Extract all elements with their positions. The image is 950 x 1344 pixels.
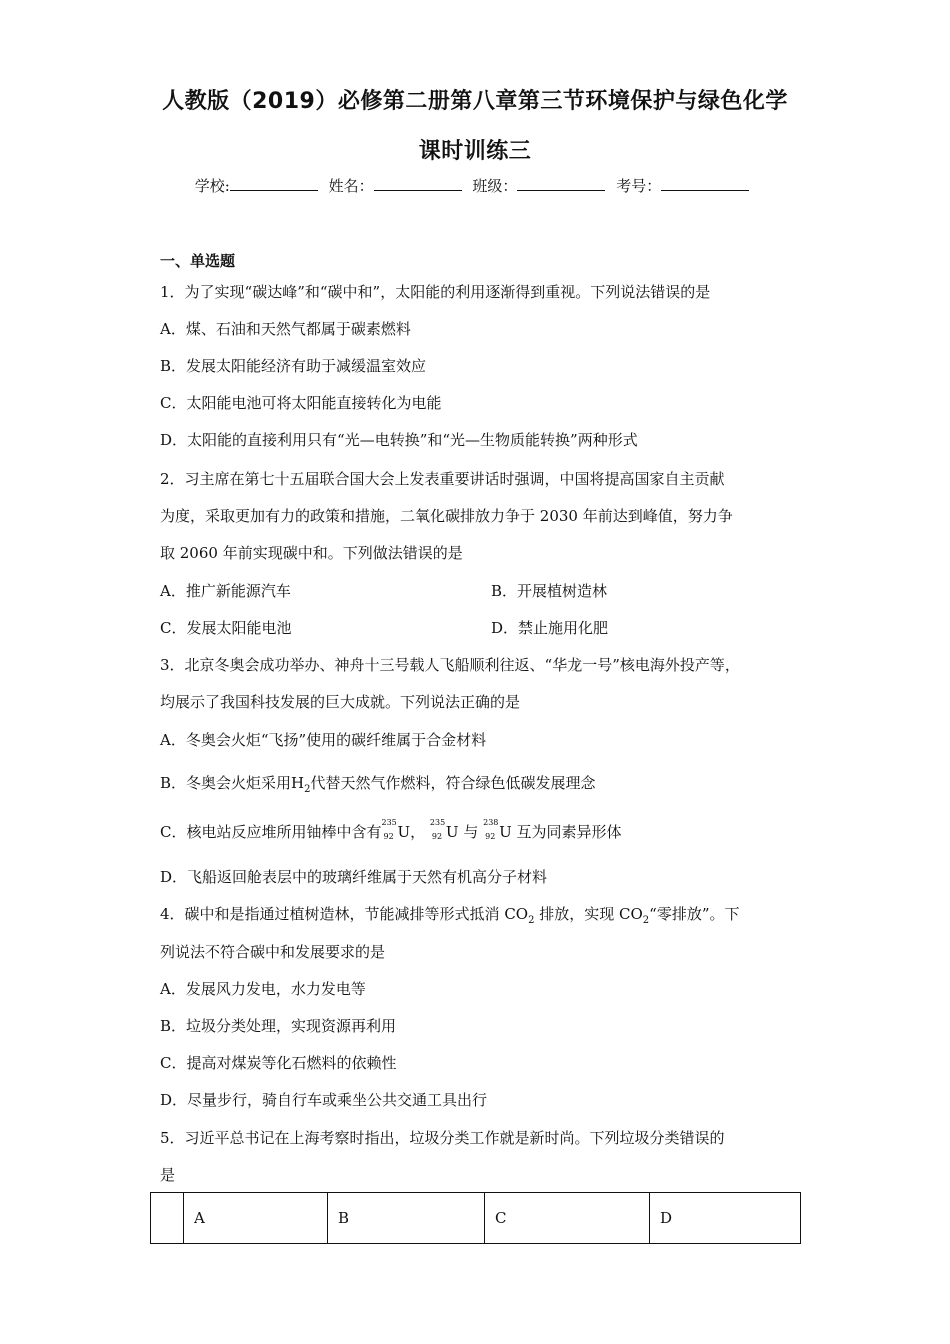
q5-options-table	[150, 1192, 801, 1244]
q4-option-a: A．发展风力发电，水力发电等	[160, 980, 366, 998]
section-heading: 一、单选题	[160, 252, 236, 270]
q2-option-d: D．禁止施用化肥	[491, 619, 609, 637]
u235-nuclide-2: 235 92	[429, 818, 446, 841]
class-blank[interactable]	[517, 176, 605, 191]
q4-option-d: D．尽量步行，骑自行车或乘坐公共交通工具出行	[160, 1091, 488, 1109]
h2-formula: $H_2$	[291, 774, 311, 795]
q2-stem-line1: 2．习主席在第七十五届联合国大会上发表重要讲话时强调，中国将提高国家自主贡献	[160, 470, 725, 488]
exam-no-blank[interactable]	[661, 176, 749, 191]
table-cell-c: C	[485, 1193, 650, 1244]
q3-option-b	[160, 772, 596, 795]
q2-option-b: B．开展植树造林	[491, 582, 608, 600]
q3-option-d: D．飞船返回舱表层中的玻璃纤维属于天然有机高分子材料	[160, 868, 548, 886]
q3-c-suffix: U 互为同素异形体	[499, 823, 622, 841]
exam-no-label: 考号：	[616, 177, 662, 195]
q4-option-b: B．垃圾分类处理，实现资源再利用	[160, 1017, 397, 1035]
document-subtitle: 课时训练三	[418, 139, 532, 164]
q5-stem-line2: 是	[160, 1166, 176, 1184]
school-blank[interactable]	[230, 176, 318, 191]
table-cell-d: D	[650, 1193, 801, 1244]
q3-b-prefix: B．冬奥会火炬采用	[160, 774, 292, 792]
q4-option-c: C．提高对煤炭等化石燃料的依赖性	[160, 1054, 397, 1072]
q2-stem-line2: 为度，采取更加有力的政策和措施，二氧化碳排放力争于 2030 年前达到峰值，努力争	[160, 507, 733, 525]
name-label: 姓名：	[328, 177, 374, 195]
table-cell-b: B	[328, 1193, 485, 1244]
q1-option-c: C．太阳能电池可将太阳能直接转化为电能	[160, 394, 442, 412]
q2-stem-line3: 取 2060 年前实现碳中和。下列做法错误的是	[160, 544, 463, 562]
class-label: 班级：	[472, 177, 518, 195]
q3-stem-line1: 3．北京冬奥会成功举办、神舟十三号载人飞船顺利往返、“华龙一号”核电海外投产等，	[160, 656, 740, 674]
school-label: 学校:	[194, 177, 230, 195]
q4-stem-line2: 列说法不符合碳中和发展要求的是	[160, 943, 386, 961]
q3-stem-line2: 均展示了我国科技发展的巨大成就。下列说法正确的是	[160, 693, 521, 711]
q5-stem-line1: 5．习近平总书记在上海考察时指出，垃圾分类工作就是新时尚。下列垃圾分类错误的	[160, 1129, 725, 1147]
q2-option-a: A．推广新能源汽车	[160, 582, 291, 600]
q3-c-mid1: U，	[397, 823, 426, 841]
student-info-row	[0, 175, 950, 196]
q3-c-prefix: C．核电站反应堆所用铀棒中含有	[160, 823, 382, 841]
q3-option-a: A．冬奥会火炬“飞扬”使用的碳纤维属于合金材料	[160, 731, 487, 749]
q4-stem-line1: 4．碳中和是指通过植树造林，节能减排等形式抵消 $CO_2$ 排放，实现 $CO_2“$零排放”。下	[160, 905, 740, 926]
document-title: 人教版（2019）必修第二册第八章第三节环境保护与绿色化学	[162, 89, 788, 114]
q1-option-b: B．发展太阳能经济有助于减缓温室效应	[160, 357, 427, 375]
q1-option-d: D．太阳能的直接利用只有“光—电转换”和“光—生物质能转换”两种形式	[160, 431, 638, 449]
table-cell-a: A	[184, 1193, 328, 1244]
q3-b-suffix: 代替天然气作燃料，符合绿色低碳发展理念	[310, 774, 596, 792]
u235-nuclide-1: 235 92	[381, 818, 397, 841]
table-cell-blank	[151, 1193, 184, 1244]
q1-stem: 1．为了实现“碳达峰”和“碳中和”，太阳能的利用逐渐得到重视。下列说法错误的是	[160, 283, 711, 301]
u238-nuclide: 238 92	[483, 818, 499, 841]
name-blank[interactable]	[374, 176, 462, 191]
q2-option-c: C．发展太阳能电池	[160, 619, 292, 637]
q1-option-a: A．煤、石油和天然气都属于碳素燃料	[160, 320, 411, 338]
q3-c-mid2: U 与	[445, 823, 479, 841]
q3-option-c	[160, 818, 622, 842]
